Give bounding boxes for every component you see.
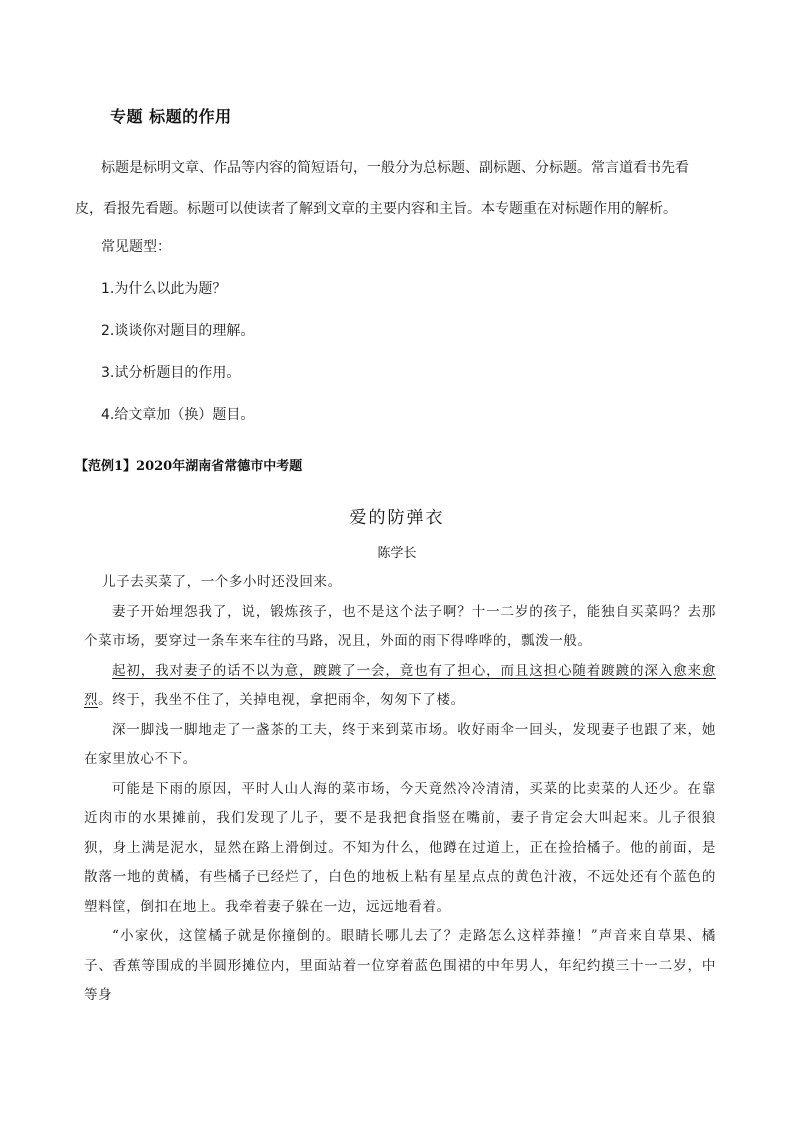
intro-paragraph [75,148,715,230]
story-paragraph [84,657,716,716]
question-type-item: 2.谈谈你对题目的理解。 [101,323,255,339]
question-type-item: 4.给文章加（换）题目。 [101,407,255,423]
intro-text: 标题是标明文章、作品等内容的简短语句，一般分为总标题、副标题、分标题。常言道看书先看皮，看报先看题。标题可以使读者了解到文章的主要内容和主旨。本专题重在对标题作用的解析。 [75,160,689,217]
story-paragraph: 深一脚浅一脚地走了一盏茶的工夫，终于来到菜市场。收好雨伞一回头，发现妻子也跟了来，她在家里放心不下。 [84,721,716,767]
question-types-label: 常见题型： [101,239,171,255]
story-paragraph: 可能是下雨的原因，平时人山人海的菜市场，今天竟然冷冷清清，买菜的比卖菜的人还少。在靠近肉市的水果摊前，我们发现了儿子，要不是我把食指竖在嘴前，妻子肯定会大叫起来。儿子很狼狈，身上满是泥水，显然在路上滑倒过。不知为什么，他蹲在过道上，正在捡拾橘子。他的前面，是散落一地的黄橘，有些橘子已经烂了，白色的地板上粘有星星点点的黄色汁液，不远处还有个蓝色的塑料筐，倒扣在地上。我牵着妻子躲在一边，远远地看着。 [84,780,716,915]
story-sentence: 。终于，我坐不住了，关掉电视，拿把雨伞，匆匆下了楼。 [98,692,465,708]
story-paragraph: 妻子开始埋怨我了，说，锻炼孩子，也不是这个法子啊？十一二岁的孩子，能独自买菜吗？去那个菜市场，要穿过一条车来车往的马路，况且，外面的雨下得哗哗的，瓢泼一般。 [84,603,716,649]
question-type-item: 3.试分析题目的作用。 [101,365,241,381]
story-paragraph: 儿子去买菜了，一个多小时还没回来。 [102,574,342,590]
story-body [84,568,716,1011]
story-paragraph: “小家伙，这筐橘子就是你撞倒的。眼睛长哪儿去了？走路怎么这样莽撞！”声音来自草果、橘子、香蕉等围成的半圆形摊位内，里面站着一位穿着蓝色围裙的中年男人，年纪约摸三十一二岁，中等身 [84,928,716,1003]
underlined-sentence: 起初，我对妻子的话不以为意，踱踱了一会，竟也有了担心，而且这担心随着踱踱的深入愈来愈烈 [84,662,716,708]
example-label: 【范例1】2020年湖南省常德市中考题 [75,459,303,474]
story-author: 陈学长 [377,546,417,561]
question-type-item: 1.为什么以此为题？ [101,281,227,297]
page-title: 专题 标题的作用 [110,107,232,126]
story-title: 爱的防弹衣 [349,508,445,528]
